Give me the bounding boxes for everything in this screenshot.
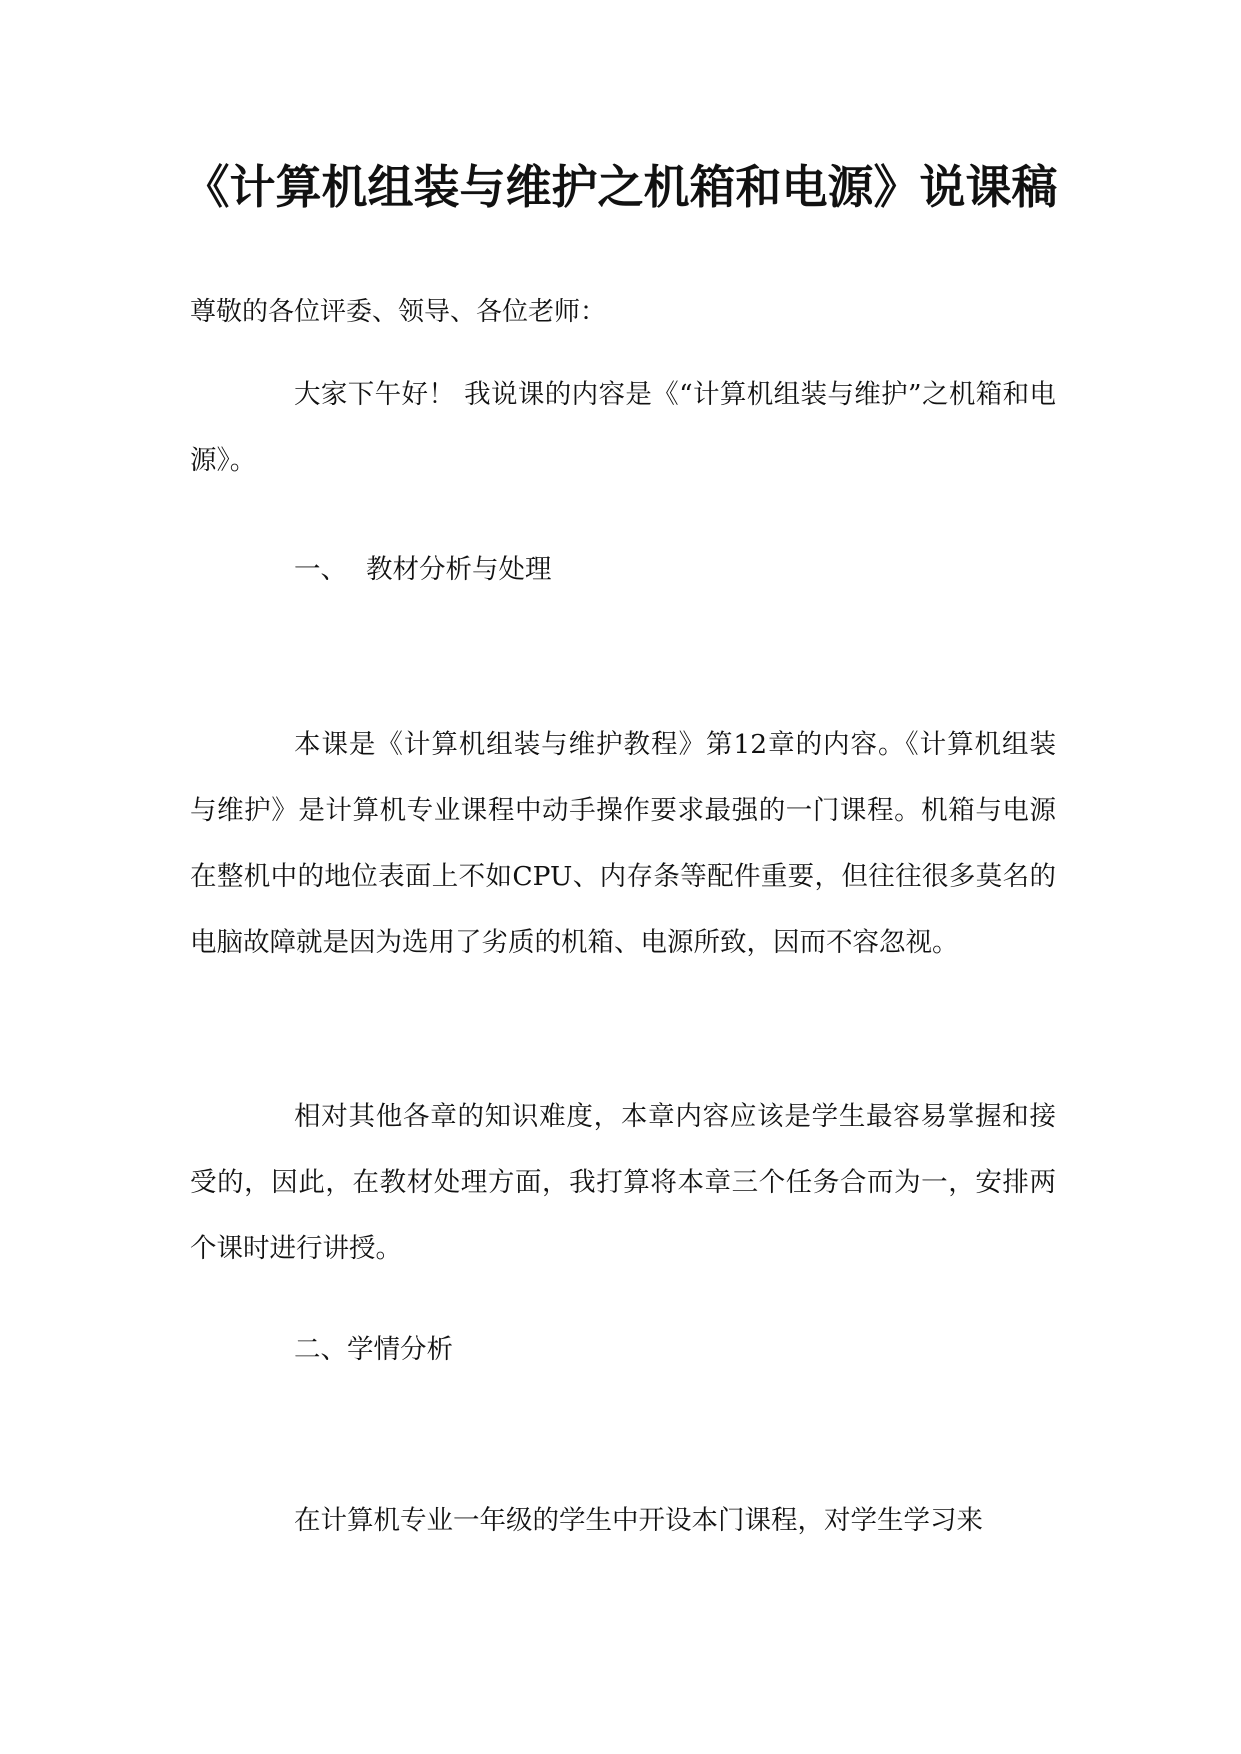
section-title-1: 教材分析与处理	[366, 554, 552, 585]
section-heading-2: 二、学情分析	[294, 1334, 453, 1365]
body-paragraph-2: 相对其他各章的知识难度，本章内容应该是学生最容易掌握和接受的，因此，在教材处理方面，我打算将本章三个任务合而为一，安排两个课时进行讲授。	[190, 1101, 1056, 1264]
document-title: 《计算机组装与维护之机箱和电源》说课稿	[183, 160, 1058, 214]
body-paragraph-3: 在计算机专业一年级的学生中开设本门课程，对学生学习来	[294, 1505, 983, 1536]
body-paragraph-1: 本课是《计算机组装与维护教程》第12章的内容。《计算机组装与维护》是计算机专业课程中动手操作要求最强的一门课程。机箱与电源在整机中的地位表面上不如CPU、内存条等配件重要，但往往很多莫名的电脑故障就是因为选用了劣质的机箱、电源所致，因而不容忽视。	[190, 729, 1056, 958]
section-heading-1	[294, 537, 552, 603]
greeting-line: 尊敬的各位评委、领导、各位老师：	[190, 297, 607, 327]
section-number-1: 一、	[294, 554, 347, 585]
intro-paragraph: 大家下午好！ 我说课的内容是《“计算机组装与维护”之机箱和电源》。	[190, 379, 1056, 476]
